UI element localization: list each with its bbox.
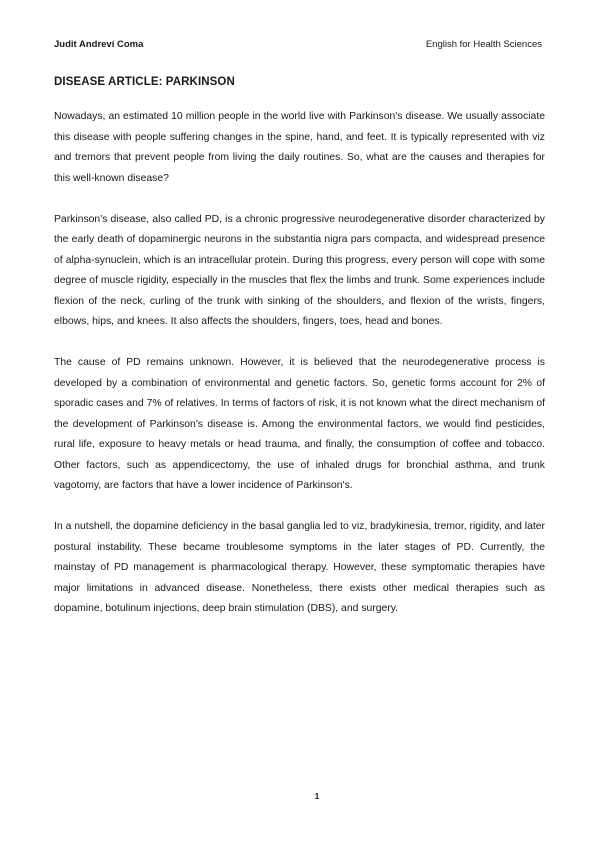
paragraph-conclusion: In a nutshell, the dopamine deficiency in the basal ganglia led to viz, bradykinesia, tremor, rigidity, and later postural instability. These became troublesome symptoms in the later stages of PD. Currently, the mainstay of PD management is pharmacological therapy. However, these symptomatic therapies have major limitations in advanced disease. Nonetheless, there exists other medical therapies such as dopamine, botulinum injections, deep brain stimulation (DBS), and surgery. [54, 521, 545, 614]
header-author: Judit Andreví Coma [54, 38, 144, 50]
paragraph-definition: Parkinson's disease, also called PD, is a chronic progressive neurodegenerative disorder characterized by the early death of dopaminergic neurons in the substantia nigra pars compacta, and widespread presence of alpha-synuclein, which is an intracellular protein. During this progress, every person will cope with some degree of muscle rigidity, especially in the muscles that flex the limbs and trunk. Some experiences include flexion of the neck, curling of the trunk with sinking of the shoulders, and flexion of the wrists, fingers, elbows, hips, and knees. It also affects the shoulders, fingers, toes, head and bones. [54, 213, 545, 327]
paragraph-causes: The cause of PD remains unknown. However, it is believed that the neurodegenerative process is developed by a combination of environmental and genetic factors. So, genetic forms account for 2% of sporadic cases and 7% of relatives. In terms of factors of risk, it is not known what the direct mechanism of the development of Parkinson's disease is. Among the environmental factors, we would find pesticides, rural life, exposure to heavy metals or head trauma, and finally, the consumption of coffee and tobacco. Other factors, such as appendicectomy, the use of inhaled drugs for bronchial asthma, and trunk vagotomy, are factors that have a lower incidence of Parkinson's. [54, 357, 545, 491]
page-number: 1 [314, 791, 320, 801]
article-title: DISEASE ARTICLE: PARKINSON [54, 76, 235, 88]
header-course: English for Health Sciences [425, 38, 542, 50]
article-body [54, 107, 545, 640]
paragraph-introduction: Nowadays, an estimated 10 million people in the world live with Parkinson's disease. We usually associate this disease with people suffering changes in the spine, hand, and feet. It is typically represented with viz and tremors that prevent people from living the daily routines. So, what are the causes and therapies for this well-known disease? [54, 111, 545, 184]
page-header [54, 37, 542, 51]
